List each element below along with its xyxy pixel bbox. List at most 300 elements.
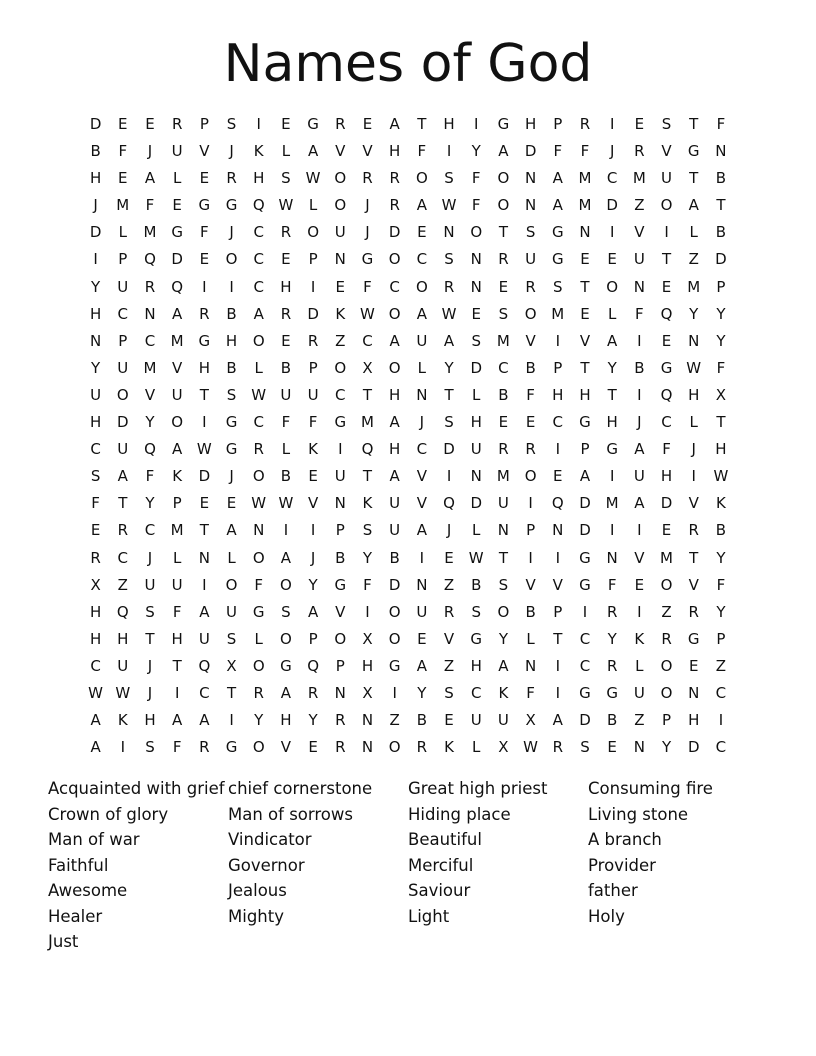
grid-letter[interactable]: H: [280, 277, 292, 296]
grid-letter[interactable]: P: [553, 358, 563, 377]
grid-letter[interactable]: S: [226, 115, 237, 133]
grid-letter[interactable]: G: [579, 548, 591, 567]
grid-letter[interactable]: B: [90, 142, 101, 161]
grid-letter[interactable]: I: [528, 494, 533, 513]
grid-letter[interactable]: R: [416, 738, 428, 757]
grid-letter[interactable]: D: [579, 711, 591, 730]
grid-letter[interactable]: B: [280, 467, 292, 486]
grid-letter[interactable]: G: [579, 413, 591, 432]
grid-letter[interactable]: Q: [443, 494, 455, 513]
grid-letter[interactable]: J: [229, 467, 234, 486]
grid-letter[interactable]: I: [120, 738, 125, 757]
grid-letter[interactable]: P: [526, 521, 536, 540]
grid-letter[interactable]: T: [716, 413, 726, 432]
grid-letter[interactable]: S: [444, 413, 454, 432]
grid-letter[interactable]: R: [525, 277, 536, 296]
grid-letter[interactable]: J: [365, 223, 370, 242]
grid-letter[interactable]: R: [389, 169, 400, 188]
grid-letter[interactable]: K: [362, 494, 373, 513]
grid-letter[interactable]: B: [389, 548, 400, 567]
grid-letter[interactable]: E: [226, 494, 237, 513]
grid-letter[interactable]: V: [362, 142, 373, 161]
grid-letter[interactable]: F: [716, 575, 726, 594]
grid-letter[interactable]: R: [253, 440, 264, 459]
grid-letter[interactable]: E: [417, 629, 427, 648]
grid-letter[interactable]: O: [252, 656, 265, 675]
grid-letter[interactable]: I: [691, 467, 696, 486]
grid-letter[interactable]: O: [497, 196, 510, 215]
grid-letter[interactable]: C: [253, 277, 264, 296]
grid-letter[interactable]: R: [226, 169, 237, 188]
grid-letter[interactable]: Z: [117, 575, 128, 594]
grid-letter[interactable]: O: [388, 738, 401, 757]
grid-letter[interactable]: O: [415, 169, 428, 188]
grid-letter[interactable]: M: [578, 196, 592, 215]
grid-letter[interactable]: L: [689, 223, 698, 242]
grid-letter[interactable]: H: [171, 629, 183, 648]
grid-letter[interactable]: H: [470, 413, 482, 432]
grid-letter[interactable]: K: [253, 142, 264, 161]
grid-letter[interactable]: U: [470, 440, 482, 459]
grid-letter[interactable]: C: [389, 277, 400, 296]
grid-letter[interactable]: Y: [716, 331, 726, 350]
grid-letter[interactable]: C: [715, 738, 727, 757]
grid-letter[interactable]: W: [278, 494, 294, 513]
grid-letter[interactable]: L: [635, 656, 644, 675]
grid-letter[interactable]: V: [634, 223, 645, 242]
grid-letter[interactable]: T: [226, 683, 237, 702]
grid-letter[interactable]: T: [498, 548, 508, 567]
grid-letter[interactable]: T: [199, 521, 209, 540]
grid-letter[interactable]: I: [283, 521, 289, 540]
grid-letter[interactable]: O: [388, 358, 401, 377]
grid-letter[interactable]: K: [335, 304, 346, 323]
grid-letter[interactable]: Y: [498, 629, 508, 648]
grid-letter[interactable]: R: [280, 304, 292, 323]
grid-letter[interactable]: G: [334, 575, 347, 594]
grid-letter[interactable]: J: [147, 548, 153, 567]
grid-letter[interactable]: O: [470, 223, 483, 242]
grid-letter[interactable]: C: [661, 413, 672, 432]
grid-letter[interactable]: I: [174, 683, 180, 702]
grid-letter[interactable]: F: [471, 196, 481, 215]
grid-letter[interactable]: G: [171, 223, 183, 242]
grid-letter[interactable]: H: [524, 115, 537, 133]
grid-letter[interactable]: U: [280, 385, 292, 404]
grid-letter[interactable]: C: [199, 683, 210, 702]
grid-letter[interactable]: E: [471, 304, 481, 323]
grid-letter[interactable]: N: [633, 738, 645, 757]
grid-letter[interactable]: I: [93, 250, 98, 269]
grid-letter[interactable]: T: [689, 115, 699, 133]
grid-letter[interactable]: R: [280, 223, 292, 242]
grid-letter[interactable]: U: [633, 683, 645, 702]
grid-letter[interactable]: U: [307, 385, 319, 404]
grid-letter[interactable]: A: [416, 656, 427, 675]
grid-letter[interactable]: U: [117, 277, 129, 296]
grid-letter[interactable]: A: [579, 467, 591, 486]
grid-letter[interactable]: G: [687, 142, 700, 161]
grid-letter[interactable]: B: [335, 548, 346, 567]
grid-letter[interactable]: X: [362, 683, 373, 702]
grid-letter[interactable]: W: [305, 169, 321, 188]
grid-letter[interactable]: P: [553, 602, 563, 621]
grid-letter[interactable]: E: [90, 521, 101, 540]
grid-letter[interactable]: O: [524, 467, 537, 486]
grid-letter[interactable]: H: [225, 331, 238, 350]
grid-letter[interactable]: O: [252, 738, 265, 757]
grid-letter[interactable]: P: [118, 250, 128, 269]
grid-letter[interactable]: G: [606, 440, 618, 459]
grid-letter[interactable]: P: [580, 440, 590, 459]
grid-letter[interactable]: N: [416, 385, 428, 404]
grid-letter[interactable]: U: [144, 575, 156, 594]
grid-letter[interactable]: I: [202, 277, 207, 296]
grid-letter[interactable]: I: [609, 115, 615, 133]
grid-letter[interactable]: O: [334, 629, 347, 648]
grid-letter[interactable]: M: [170, 331, 184, 350]
grid-letter[interactable]: J: [229, 142, 234, 161]
grid-letter[interactable]: V: [552, 575, 563, 594]
grid-letter[interactable]: D: [606, 196, 618, 215]
grid-letter[interactable]: H: [470, 656, 482, 675]
grid-letter[interactable]: X: [525, 711, 536, 730]
grid-letter[interactable]: U: [171, 575, 183, 594]
grid-letter[interactable]: E: [308, 738, 318, 757]
grid-letter[interactable]: Q: [551, 494, 564, 513]
grid-letter[interactable]: S: [553, 277, 563, 296]
grid-letter[interactable]: D: [388, 223, 401, 242]
grid-letter[interactable]: O: [252, 467, 265, 486]
grid-letter[interactable]: Z: [634, 711, 645, 730]
grid-letter[interactable]: O: [388, 602, 401, 621]
grid-letter[interactable]: O: [388, 250, 401, 269]
grid-letter[interactable]: N: [416, 575, 428, 594]
grid-letter[interactable]: H: [715, 440, 727, 459]
grid-letter[interactable]: L: [172, 548, 182, 567]
grid-letter[interactable]: F: [118, 142, 128, 161]
grid-letter[interactable]: V: [688, 494, 699, 513]
grid-letter[interactable]: W: [88, 683, 104, 702]
grid-letter[interactable]: I: [392, 683, 397, 702]
grid-letter[interactable]: P: [308, 629, 318, 648]
grid-letter[interactable]: E: [199, 250, 210, 269]
grid-letter[interactable]: C: [498, 358, 509, 377]
grid-letter[interactable]: S: [281, 169, 291, 188]
grid-letter[interactable]: J: [446, 521, 452, 540]
grid-letter[interactable]: N: [470, 467, 482, 486]
grid-letter[interactable]: F: [145, 467, 155, 486]
grid-letter[interactable]: A: [280, 548, 292, 567]
grid-letter[interactable]: C: [144, 521, 156, 540]
grid-letter[interactable]: F: [363, 277, 372, 296]
grid-letter[interactable]: P: [716, 277, 726, 296]
grid-letter[interactable]: F: [580, 142, 590, 161]
grid-letter[interactable]: H: [660, 467, 673, 486]
grid-letter[interactable]: R: [443, 277, 455, 296]
grid-letter[interactable]: P: [716, 629, 726, 648]
grid-letter[interactable]: K: [498, 683, 509, 702]
grid-letter[interactable]: B: [525, 358, 536, 377]
grid-letter[interactable]: C: [552, 413, 564, 432]
grid-letter[interactable]: A: [172, 304, 183, 323]
grid-letter[interactable]: A: [634, 494, 645, 513]
grid-letter[interactable]: M: [496, 467, 510, 486]
grid-letter[interactable]: C: [579, 656, 591, 675]
grid-letter[interactable]: N: [361, 738, 374, 757]
grid-letter[interactable]: G: [198, 196, 211, 215]
grid-letter[interactable]: G: [225, 196, 238, 215]
grid-letter[interactable]: I: [637, 602, 642, 621]
grid-letter[interactable]: O: [334, 196, 347, 215]
grid-letter[interactable]: C: [117, 304, 129, 323]
grid-letter[interactable]: D: [307, 304, 319, 323]
grid-letter[interactable]: M: [170, 521, 184, 540]
grid-letter[interactable]: Y: [444, 358, 454, 377]
grid-letter[interactable]: C: [715, 683, 727, 702]
grid-letter[interactable]: E: [444, 548, 454, 567]
grid-letter[interactable]: O: [225, 575, 238, 594]
grid-letter[interactable]: E: [118, 115, 128, 133]
grid-letter[interactable]: A: [443, 331, 455, 350]
grid-letter[interactable]: K: [172, 467, 183, 486]
grid-letter[interactable]: A: [552, 169, 563, 188]
grid-letter[interactable]: H: [89, 413, 102, 432]
grid-letter[interactable]: V: [416, 467, 427, 486]
grid-letter[interactable]: E: [607, 250, 617, 269]
grid-letter[interactable]: I: [718, 711, 724, 730]
grid-letter[interactable]: G: [660, 358, 673, 377]
grid-letter[interactable]: C: [606, 169, 618, 188]
grid-letter[interactable]: V: [335, 142, 346, 161]
grid-letter[interactable]: C: [253, 250, 264, 269]
grid-letter[interactable]: R: [606, 602, 618, 621]
grid-letter[interactable]: M: [578, 169, 592, 188]
grid-letter[interactable]: E: [118, 169, 128, 188]
grid-letter[interactable]: O: [660, 575, 673, 594]
grid-letter[interactable]: Y: [607, 358, 617, 377]
grid-letter[interactable]: T: [362, 385, 373, 404]
grid-letter[interactable]: E: [525, 413, 536, 432]
grid-letter[interactable]: U: [497, 494, 509, 513]
grid-letter[interactable]: G: [606, 683, 618, 702]
grid-letter[interactable]: D: [660, 494, 673, 513]
grid-letter[interactable]: J: [637, 413, 642, 432]
grid-letter[interactable]: A: [90, 738, 101, 757]
grid-letter[interactable]: C: [470, 683, 482, 702]
grid-letter[interactable]: L: [472, 738, 481, 757]
grid-letter[interactable]: I: [419, 548, 425, 567]
grid-letter[interactable]: R: [117, 521, 128, 540]
grid-letter[interactable]: C: [117, 548, 129, 567]
grid-letter[interactable]: F: [716, 358, 726, 377]
grid-letter[interactable]: A: [552, 196, 563, 215]
grid-letter[interactable]: I: [555, 331, 560, 350]
grid-letter[interactable]: A: [307, 142, 319, 161]
grid-letter[interactable]: K: [634, 629, 645, 648]
grid-letter[interactable]: G: [551, 223, 564, 242]
grid-letter[interactable]: I: [637, 331, 642, 350]
grid-letter[interactable]: C: [90, 440, 101, 459]
grid-letter[interactable]: I: [338, 440, 343, 459]
grid-letter[interactable]: I: [310, 277, 316, 296]
grid-letter[interactable]: C: [416, 440, 428, 459]
grid-letter[interactable]: F: [281, 413, 291, 432]
grid-letter[interactable]: W: [251, 494, 267, 513]
grid-letter[interactable]: A: [416, 196, 427, 215]
grid-letter[interactable]: W: [115, 683, 131, 702]
grid-letter[interactable]: O: [307, 223, 319, 242]
grid-letter[interactable]: O: [660, 683, 673, 702]
grid-letter[interactable]: X: [362, 629, 373, 648]
grid-letter[interactable]: U: [117, 440, 129, 459]
grid-letter[interactable]: I: [555, 683, 560, 702]
grid-letter[interactable]: U: [90, 385, 102, 404]
grid-letter[interactable]: E: [362, 115, 373, 133]
grid-letter[interactable]: R: [307, 331, 319, 350]
grid-letter[interactable]: I: [555, 440, 560, 459]
grid-letter[interactable]: D: [470, 358, 482, 377]
grid-letter[interactable]: A: [172, 711, 183, 730]
grid-letter[interactable]: Y: [471, 142, 481, 161]
grid-letter[interactable]: C: [253, 223, 264, 242]
grid-letter[interactable]: S: [498, 575, 509, 594]
grid-letter[interactable]: W: [278, 196, 294, 215]
grid-letter[interactable]: O: [225, 250, 238, 269]
grid-letter[interactable]: E: [172, 196, 182, 215]
grid-letter[interactable]: P: [172, 494, 182, 513]
grid-letter[interactable]: L: [281, 440, 291, 459]
grid-letter[interactable]: Z: [688, 250, 699, 269]
grid-letter[interactable]: Y: [417, 683, 427, 702]
grid-letter[interactable]: Y: [145, 494, 155, 513]
grid-letter[interactable]: U: [470, 711, 482, 730]
grid-letter[interactable]: V: [443, 629, 455, 648]
grid-letter[interactable]: I: [664, 223, 669, 242]
grid-letter[interactable]: Y: [661, 738, 672, 757]
grid-letter[interactable]: N: [606, 548, 618, 567]
grid-letter[interactable]: N: [524, 169, 537, 188]
grid-letter[interactable]: T: [689, 169, 699, 188]
grid-letter[interactable]: N: [688, 683, 700, 702]
grid-letter[interactable]: X: [362, 358, 373, 377]
grid-letter[interactable]: N: [524, 196, 537, 215]
grid-letter[interactable]: Y: [362, 548, 373, 567]
grid-letter[interactable]: W: [441, 304, 457, 323]
grid-letter[interactable]: S: [226, 629, 237, 648]
grid-letter[interactable]: I: [256, 115, 261, 133]
grid-letter[interactable]: T: [118, 494, 128, 513]
grid-letter[interactable]: D: [171, 250, 183, 269]
grid-letter[interactable]: L: [227, 548, 236, 567]
grid-letter[interactable]: O: [388, 304, 401, 323]
grid-letter[interactable]: S: [444, 683, 454, 702]
grid-letter[interactable]: B: [715, 521, 727, 540]
grid-letter[interactable]: U: [525, 250, 537, 269]
grid-letter[interactable]: N: [198, 548, 210, 567]
grid-letter[interactable]: R: [389, 196, 400, 215]
grid-letter[interactable]: E: [444, 711, 454, 730]
grid-letter[interactable]: I: [555, 548, 560, 567]
grid-letter[interactable]: C: [362, 331, 373, 350]
grid-letter[interactable]: F: [417, 142, 427, 161]
grid-letter[interactable]: I: [555, 656, 560, 675]
grid-letter[interactable]: B: [471, 575, 482, 594]
grid-letter[interactable]: T: [498, 223, 508, 242]
grid-letter[interactable]: R: [199, 738, 210, 757]
grid-letter[interactable]: U: [416, 331, 428, 350]
grid-letter[interactable]: E: [607, 738, 617, 757]
grid-letter[interactable]: I: [446, 467, 452, 486]
grid-letter[interactable]: N: [497, 521, 510, 540]
grid-letter[interactable]: L: [254, 629, 263, 648]
grid-letter[interactable]: A: [498, 142, 509, 161]
grid-letter[interactable]: V: [280, 738, 292, 757]
grid-letter[interactable]: J: [310, 548, 316, 567]
grid-letter[interactable]: J: [365, 196, 370, 215]
grid-letter[interactable]: B: [416, 711, 427, 730]
grid-letter[interactable]: J: [609, 142, 615, 161]
grid-letter[interactable]: Q: [361, 440, 374, 459]
grid-letter[interactable]: Z: [389, 711, 400, 730]
grid-letter[interactable]: R: [525, 440, 536, 459]
grid-letter[interactable]: U: [171, 142, 183, 161]
grid-letter[interactable]: Q: [252, 196, 265, 215]
grid-letter[interactable]: H: [606, 413, 618, 432]
grid-letter[interactable]: O: [171, 413, 184, 432]
grid-letter[interactable]: R: [362, 169, 373, 188]
grid-letter[interactable]: Z: [661, 602, 672, 621]
grid-letter[interactable]: R: [688, 521, 699, 540]
grid-letter[interactable]: Y: [254, 711, 264, 730]
grid-letter[interactable]: E: [661, 277, 672, 296]
grid-letter[interactable]: H: [117, 629, 129, 648]
grid-letter[interactable]: L: [689, 413, 698, 432]
grid-letter[interactable]: K: [715, 494, 726, 513]
grid-letter[interactable]: J: [93, 196, 98, 215]
grid-letter[interactable]: S: [661, 115, 672, 133]
grid-letter[interactable]: Z: [443, 656, 455, 675]
grid-letter[interactable]: A: [144, 169, 156, 188]
grid-letter[interactable]: H: [552, 385, 564, 404]
grid-letter[interactable]: L: [308, 196, 318, 215]
grid-letter[interactable]: I: [609, 223, 615, 242]
grid-letter[interactable]: R: [199, 304, 210, 323]
grid-letter[interactable]: T: [172, 656, 182, 675]
grid-letter[interactable]: C: [90, 656, 101, 675]
grid-letter[interactable]: J: [419, 413, 425, 432]
grid-letter[interactable]: A: [199, 602, 210, 621]
grid-letter[interactable]: T: [444, 385, 454, 404]
grid-letter[interactable]: D: [715, 250, 727, 269]
grid-letter[interactable]: F: [662, 440, 671, 459]
grid-letter[interactable]: J: [691, 440, 696, 459]
grid-letter[interactable]: A: [90, 711, 101, 730]
grid-letter[interactable]: W: [713, 467, 729, 486]
grid-letter[interactable]: F: [145, 196, 155, 215]
grid-letter[interactable]: D: [89, 115, 102, 133]
grid-letter[interactable]: O: [660, 656, 673, 675]
grid-letter[interactable]: R: [606, 656, 618, 675]
grid-letter[interactable]: P: [118, 331, 128, 350]
grid-letter[interactable]: M: [687, 277, 701, 296]
grid-letter[interactable]: G: [307, 115, 319, 133]
grid-letter[interactable]: N: [715, 142, 727, 161]
grid-letter[interactable]: Q: [198, 656, 211, 675]
grid-letter[interactable]: H: [89, 629, 102, 648]
grid-letter[interactable]: Q: [660, 304, 673, 323]
grid-letter[interactable]: N: [524, 656, 537, 675]
